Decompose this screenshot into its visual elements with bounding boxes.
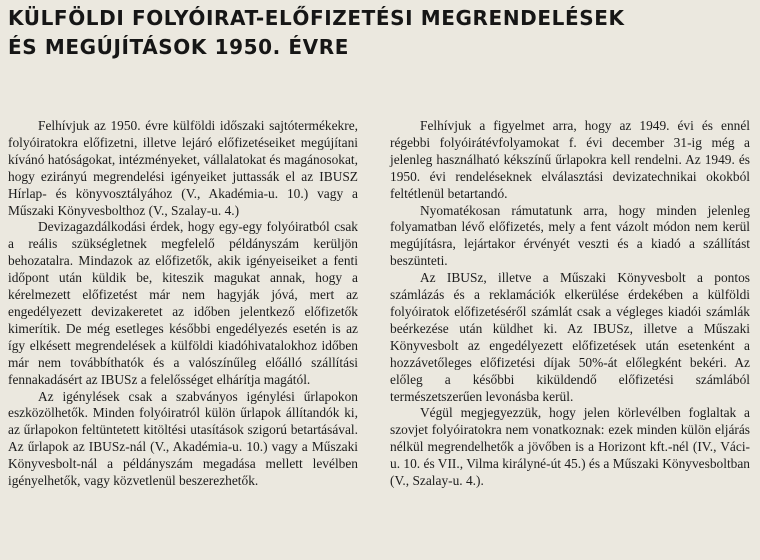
paragraph: Végül megjegyezzük, hogy jelen körlevélben foglaltak a szovjet folyóiratokra nem vonatkoznak: ezek minden külön eljárás nélkül megrendelhetők a jövőben is a Horizont kft.-nél (IV., Váci-u. 10. és VII., Vilma királyné-út 45.) és a Műszaki Könyvesboltban (V., Szalay-u. 4.).: [390, 405, 750, 489]
paragraph: Az igénylések csak a szabványos igénylési űrlapokon eszközölhetők. Minden folyóiratról külön űrlapok állítandók ki, az űrlapokon feltüntetett kitöltési utasítások szigorú betartásával. Az űrlapok az IBUSz-nál (V., Akadémia-u. 10.) vagy a Műszaki Könyvesbolt-nál a példányszám megadása mellett levélben igényelhetők, vagy közvetlenül beszerezhetők.: [8, 388, 358, 489]
headline-line-1: KÜLFÖLDI FOLYÓIRAT-ELŐFIZETÉSI MEGRENDELÉSEK: [8, 6, 625, 30]
right-column: [390, 118, 750, 490]
left-column: [8, 118, 358, 490]
paragraph: Nyomatékosan rámutatunk arra, hogy minden jelenleg folyamatban lévő előfizetés, mely a fent vázolt módon nem kerül megújításra, lejártakor érvényét veszti és a kiadó a szállítást beszünteti.: [390, 202, 750, 269]
paragraph: Felhívjuk a figyelmet arra, hogy az 1949. évi és ennél régebbi folyóirátévfolyamokat f. évi december 31-ig még a jelenleg használható kékszínű űrlapokra kell rendelni. Az 1949. és 1950. évi rendeléseknek elválasztási devizatechnikai okokból feltétlenül betartandó.: [390, 118, 750, 201]
paragraph: Devizagazdálkodási érdek, hogy egy-egy folyóiratból csak a reális szükségletnek megfelelő példányszám kerüljön behozatalra. Mindazok az előfizetők, akik igényeiseiket a fenti időpont után küldik be, kiteszik magukat annak, hogy a kérelmezett előfizetést már nem hagyják jóvá, mert az engedélyezett devizakeretet az időben jelentkező előfizetők kimerítik. De még esetleges későbbi engedélyezés esetén is az így elkésett megrendelések a külföldi kiadóhivatalokhoz időben már nem továbbíthatók és a valószínűleg előálló szállítási fennakadásért az IBUSz a felelősséget elhárítja magától.: [8, 219, 358, 387]
paragraph: Felhívjuk az 1950. évre külföldi időszaki sajtótermékekre, folyóiratokra előfizetni, illetve lejáró előfizetéseiket megújítani kívánó hatóságokat, intézményeket, vállalatokat és magánosokat, hogy ezirányú megrendelési igényeiket juttassák el az IBUSZ Hírlap- és könyvosztályához (V., Akadémia-u. 10.) vagy a Műszaki Könyvesbolthoz (V., Szalay-u. 4.): [8, 118, 358, 218]
paragraph: Az IBUSz, illetve a Műszaki Könyvesbolt a pontos számlázás és a reklamációk elkerülése érdekében a külföldi folyóiratok előfizetéséről számlát csak a végleges kiadói számlák beérkezése után küldhet ki. Az IBUSz, illetve a Műszaki Könyvesbolt az engedélyezett előfizetések után esetenként a hozzávetőleges előfizetési díjak 50%-át előlegként bekéri. Az előleg a későbbi kiküldendő előfizetési számlából természetszerűen levonásba kerül.: [390, 270, 750, 404]
headline: [8, 4, 756, 62]
headline-line-2: ÉS MEGÚJÍTÁSOK 1950. ÉVRE: [8, 35, 349, 59]
